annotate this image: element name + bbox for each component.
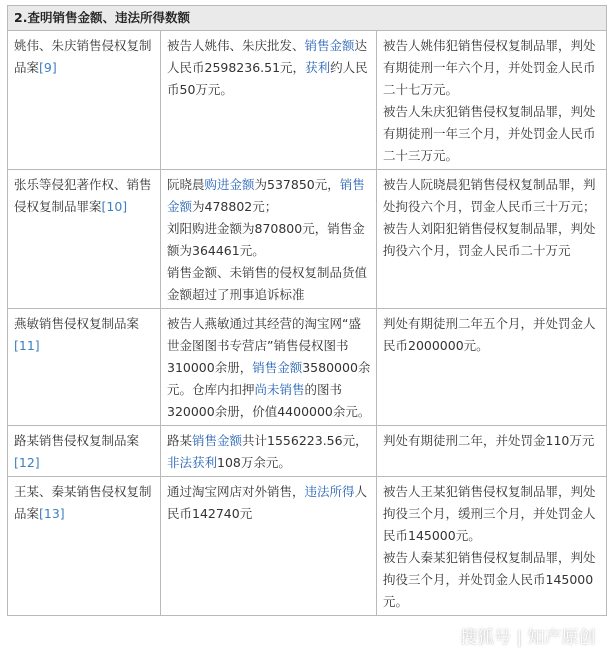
case-row <box>8 477 607 616</box>
facts-text: 通过淘宝网店对外销售， <box>167 484 305 499</box>
highlighted-term: 非法获利 <box>167 455 218 470</box>
facts-text: 阮晓晨 <box>167 177 205 192</box>
case-name: 王某、秦某销售侵权复制品案 <box>14 484 152 521</box>
facts-paragraph <box>167 313 371 423</box>
verdict-cell <box>377 31 607 170</box>
case-name-cell <box>8 170 161 309</box>
case-table <box>7 5 607 616</box>
facts-paragraph <box>167 430 371 474</box>
verdict-paragraph: 被告人刘阳犯销售侵权复制品罪，判处拘役六个月，罚金人民币二十万元 <box>383 221 596 258</box>
verdict-paragraph: 判处有期徒刑二年，并处罚金110万元 <box>383 433 595 448</box>
case-row <box>8 426 607 477</box>
facts-cell <box>161 426 377 477</box>
facts-text: 刘阳购进金额为870800元，销售金额为364461元。 <box>167 221 365 258</box>
case-name-cell <box>8 309 161 426</box>
case-reference-link[interactable]: [10] <box>101 199 128 214</box>
case-name-cell <box>8 31 161 170</box>
facts-cell <box>161 309 377 426</box>
case-name: 张乐等侵犯著作权、销售侵权复制品罪案 <box>14 177 152 214</box>
case-row <box>8 31 607 170</box>
verdict-paragraph: 被告人秦某犯销售侵权复制品罪，判处拘役三个月，并处罚金人民币145000元。 <box>383 550 596 609</box>
facts-text: 共计1556223.56元， <box>242 433 368 448</box>
verdict-paragraph: 被告人朱庆犯销售侵权复制品罪，判处有期徒刑一年三个月，并处罚金人民币二十三万元。 <box>383 104 596 163</box>
case-name-cell <box>8 477 161 616</box>
facts-text: 3580000余元。仓库内扣押 <box>167 360 371 397</box>
facts-text: 达人民币2598236.51元， <box>167 38 368 75</box>
facts-paragraph <box>167 35 371 101</box>
verdict-paragraph: 被告人阮晓晨犯销售侵权复制品罪，判处拘役六个月，罚金人民币三十万元； <box>383 177 596 214</box>
watermark-text: 搜狐号 | 知产原创 <box>460 627 596 648</box>
case-name: 路某销售侵权复制品案 <box>14 433 140 448</box>
highlighted-term: 销售金额 <box>192 433 243 448</box>
case-reference-link[interactable]: [12] <box>14 455 40 470</box>
facts-text: 的图书320000余册，价值4400000余元。 <box>167 382 371 419</box>
sohu-fox-icon <box>430 624 456 646</box>
facts-text: 被告人姚伟、朱庆批发、 <box>167 38 305 53</box>
verdict-paragraph: 判处有期徒刑二年五个月，并处罚金人民币2000000元。 <box>383 316 596 353</box>
facts-paragraph <box>167 481 371 525</box>
section-header-row <box>8 6 607 31</box>
case-reference-link[interactable]: [9] <box>39 60 57 75</box>
facts-text: 人民币142740元 <box>167 484 368 521</box>
case-reference-link[interactable]: [13] <box>39 506 65 521</box>
highlighted-term: 获利 <box>305 60 331 75</box>
facts-text: 108万余元。 <box>217 455 291 470</box>
case-row <box>8 309 607 426</box>
verdict-cell <box>377 170 607 309</box>
case-name: 燕敏销售侵权复制品案 <box>14 316 140 331</box>
facts-cell <box>161 477 377 616</box>
section-title: 2.查明销售金额、违法所得数额 <box>8 6 607 31</box>
facts-paragraph <box>167 262 371 306</box>
verdict-cell <box>377 426 607 477</box>
highlighted-term: 违法所得 <box>304 484 355 499</box>
facts-paragraph <box>167 174 371 218</box>
highlighted-term: 销售金额 <box>167 177 365 214</box>
facts-text: 为478802元； <box>192 199 278 214</box>
highlighted-term: 销售金额 <box>252 360 303 375</box>
verdict-cell <box>377 477 607 616</box>
case-row <box>8 170 607 309</box>
case-reference-link[interactable]: [11] <box>14 338 40 353</box>
case-name: 姚伟、朱庆销售侵权复制品案 <box>14 38 152 75</box>
facts-text: 被告人燕敏通过其经营的淘宝网“盛世金图图书专营店”销售侵权图书310000余册， <box>167 316 361 375</box>
highlighted-term: 销售金额 <box>304 38 355 53</box>
facts-cell <box>161 31 377 170</box>
highlighted-term: 购进金额 <box>204 177 255 192</box>
highlighted-term: 尚未销售 <box>254 382 305 397</box>
facts-cell <box>161 170 377 309</box>
facts-text: 为537850元， <box>254 177 340 192</box>
case-name-cell <box>8 426 161 477</box>
facts-text: 约人民币50万元。 <box>167 60 368 97</box>
facts-text: 销售金额、未销售的侵权复制品货值金额超过了刑事追诉标准 <box>167 265 368 302</box>
facts-paragraph <box>167 218 371 262</box>
verdict-cell <box>377 309 607 426</box>
verdict-paragraph: 被告人王某犯销售侵权复制品罪，判处拘役三个月，缓刑三个月，并处罚金人民币145000元。 <box>383 484 596 543</box>
verdict-paragraph: 被告人姚伟犯销售侵权复制品罪，判处有期徒刑一年六个月，并处罚金人民币二十七万元。 <box>383 38 596 97</box>
facts-text: 路某 <box>167 433 193 448</box>
watermark <box>430 618 596 652</box>
